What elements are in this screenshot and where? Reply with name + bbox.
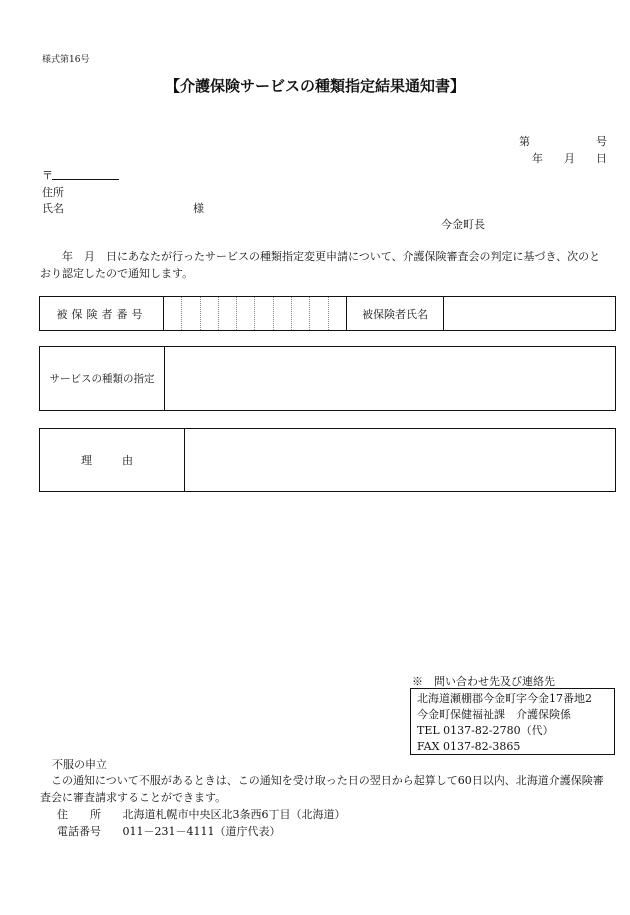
service-designation-table <box>39 346 616 411</box>
objection-address-row <box>57 806 346 822</box>
digit-cell <box>181 297 199 330</box>
objection-phone-value: 011－231－4111（道庁代表） <box>122 825 281 838</box>
objection-title: 不服の申立 <box>52 758 107 771</box>
digit-cell <box>236 297 254 330</box>
date-month-label: 月 <box>564 152 575 165</box>
document-number-prefix: 第 <box>519 135 530 148</box>
digit-cell <box>273 297 291 330</box>
insured-name-label: 被保険者氏名 <box>347 297 444 331</box>
digit-cell <box>164 297 181 330</box>
postal-mark: 〒 <box>42 169 53 182</box>
digit-cell <box>291 297 309 330</box>
objection-text: この通知について不服があるときは、この通知を受け取った日の翌日から起算して60日以内、北海道介護保険審査会に審査請求することができます。 <box>40 774 604 804</box>
objection-phone-row <box>57 823 281 839</box>
reason-field <box>185 429 616 492</box>
insured-number-label: 被保険者番号 <box>40 297 164 331</box>
insured-info-table <box>39 296 616 331</box>
document-number-suffix: 号 <box>596 135 607 148</box>
contact-tel: TEL 0137-82-2780（代） <box>417 724 554 737</box>
date-day-label: 日 <box>596 152 607 165</box>
reason-label: 理由 <box>40 429 185 492</box>
notice-body-text: 年 月 日にあなたが行ったサービスの種類指定変更申請について、介護保険審査会の判定に基づき、次のとおり認定したので通知します。 <box>40 250 601 280</box>
name-label: 氏名 <box>42 202 64 215</box>
honorific-label: 様 <box>193 202 204 215</box>
digit-cell <box>200 297 218 330</box>
digit-cell <box>254 297 272 330</box>
objection-address-label: 住 所 <box>57 808 101 821</box>
objection-address-value: 北海道札幌市中央区北3条西6丁目（北海道） <box>122 808 346 821</box>
issuer-label: 今金町長 <box>441 218 485 231</box>
reason-table <box>39 428 616 492</box>
insured-name-field <box>444 297 616 331</box>
service-designation-label: サービスの種類の指定 <box>40 347 165 411</box>
address-label: 住所 <box>42 186 64 199</box>
contact-title: ※ 問い合わせ先及び連絡先 <box>412 675 555 688</box>
digit-cell <box>309 297 327 330</box>
digit-cell <box>218 297 236 330</box>
digit-cell <box>328 297 346 330</box>
form-number: 様式第16号 <box>42 55 90 65</box>
service-designation-field <box>165 347 616 411</box>
insured-number-digit-row <box>164 297 346 330</box>
date-year-label: 年 <box>532 152 543 165</box>
document-title: 【介護保険サービスの種類指定結果通知書】 <box>164 77 465 95</box>
contact-fax: FAX 0137-82-3865 <box>417 740 521 753</box>
postal-code-line <box>52 179 119 180</box>
contact-box <box>410 688 615 755</box>
objection-phone-label: 電話番号 <box>57 825 101 838</box>
contact-address: 北海道瀬棚郡今金町字今金17番地2 <box>417 692 592 705</box>
contact-department: 今金町保健福祉課 介護保険係 <box>417 708 571 721</box>
insured-number-field <box>164 297 347 331</box>
